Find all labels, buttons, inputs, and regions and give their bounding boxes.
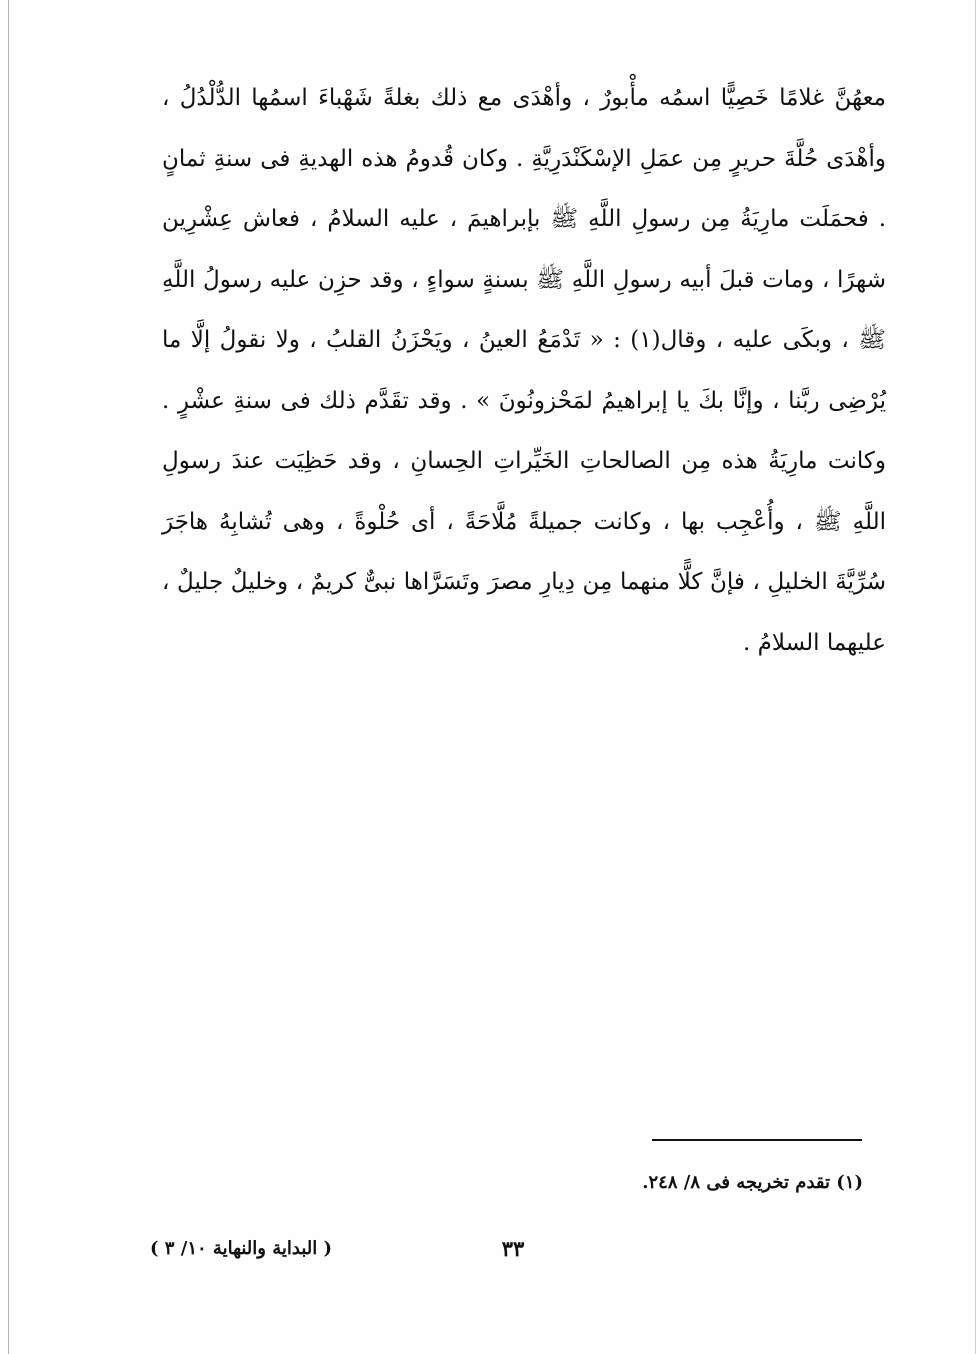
- main-paragraph: معهُنَّ غلامًا خَصِيًّا اسمُه مأْبورٌ ، وأهْدَى مع ذلك بغلةً شَهْباءَ اسمُها الدُّلْدُلُ ، وأهْدَى حُلَّةَ حريرٍ مِن عمَلِ الإسْكَنْدَرِيَّةِ . وكان قُدومُ هذه الهديةِ فى سنةِ ثمانٍ . فحمَلَت مارِيَةُ مِن رسولِ اللَّهِ ﷺ بإبراهيمَ ، عليه السلامُ ، فعاش عِشْرِين شهرًا ، ومات قبلَ أبيه رسولِ اللَّهِ ﷺ بسنةٍ سواءٍ ، وقد حزِن عليه رسولُ اللَّهِ ﷺ ، وبكَى عليه ، وقال(١) : « تَدْمَعُ العينُ ، ويَحْزَنُ القلبُ ، ولا نقولُ إلَّا ما يُرْضِى ربَّنا ، وإنَّا بكَ يا إبراهيمُ لمَحْزونُونَ » . وقد تقَدَّم ذلك فى سنةِ عشْرٍ . وكانت مارِيَةُ هذه مِن الصالحاتِ الخَيِّراتِ الحِسانِ ، وقد حَظِيَت عندَ رسولِ اللَّهِ ﷺ ، وأُعْجِب بها ، وكانت جميلةً مُلَّاحَةً ، أى حُلْوةً ، وهى تُشابِهُ هاجَرَ سُرِّيَّةَ الخليلِ ، فإنَّ كلًّا منهما مِن دِيارِ مصرَ وتَسَرَّاها نبىٌّ كريمٌ ، وخليلٌ جليلٌ ، عليهما السلامُ .: [162, 85, 886, 656]
- main-text-block: [162, 68, 886, 673]
- footnote-separator: [652, 1139, 862, 1141]
- scan-edge-line-right: [975, 0, 976, 1354]
- running-footer-title: ( البداية والنهاية ١٠/ ٣ ): [150, 1238, 333, 1259]
- scan-edge-line-left: [8, 0, 9, 1354]
- page-number: ٣٣: [501, 1236, 525, 1261]
- footnote: (١) تقدم تخريجه فى ٨/ ٢٤٨.: [642, 1172, 863, 1193]
